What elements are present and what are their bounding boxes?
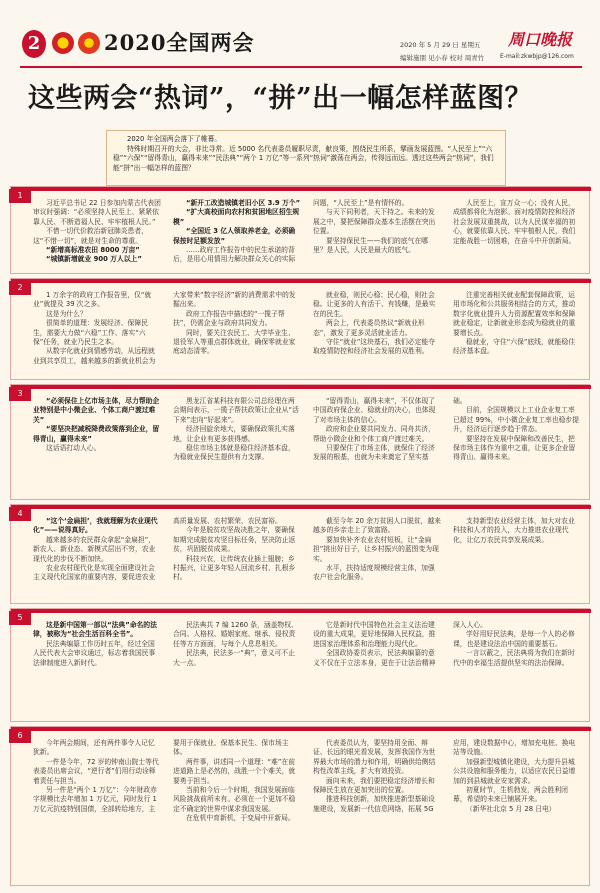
section-body — [33, 199, 581, 269]
main-headline: 这些两会“热词”，“拼”出一幅怎样蓝图？ — [28, 83, 533, 114]
staff-credits: 编辑施朋 见小春 校对 周青竹 — [400, 54, 485, 62]
paragraph: “新开工改造城镇老旧小区 3.9 万个” — [186, 199, 301, 207]
paragraph: 守住“就业”这块基石，我们必定能夺取疫情防控和经济社会发展的双胜利。 — [313, 338, 435, 356]
section-bar — [11, 385, 591, 389]
section-number: 5 — [9, 611, 31, 625]
section-3 — [10, 384, 590, 500]
section-5 — [10, 608, 590, 722]
paragraph: 只要保住了市场主体，就保住了经济发展的根基，也就为未来奠定了坚实基础。 — [313, 397, 467, 462]
section-number: 2 — [9, 281, 31, 295]
contact-email: E-mail:zkwbjp@126.com — [500, 53, 574, 60]
paragraph: 政府工作报告中描述的“一揽子帮扶”，仍需企业与政府共同发力。 — [173, 309, 285, 328]
paragraph: 与天下同利者，天下持之。未来的发展之中，要把保障群众基本生活摆在突出位置。 — [313, 208, 436, 236]
paragraph: 学好用好民法典，是每一个人的必修课，也是建设法治中国的重要基石。 — [453, 630, 575, 648]
paragraph: 民法典共 7 编 1260 条，涵盖物权、合同、人格权、婚姻家庭、继承、侵权责任等方方面面，与每个人息息相关。 — [173, 621, 298, 648]
paragraph: ……政府工作报告中的民生承诺的背后，是用心用情用力解决群众关心的实际问题，“人民至上”是有情怀的。 — [173, 199, 409, 264]
paragraph: 要加快补齐农业农村短板，让“金扁担”挑出好日子，让乡村振兴的蓝图变为现实。 — [313, 535, 439, 563]
section-4 — [10, 504, 590, 604]
paragraph: 今年两会期间，还有两件事令人记忆犹新。 — [33, 739, 155, 757]
paragraph: 截至今年 20 余万贫困人口脱贫，越来越多的乡亲走上了致富路。 — [313, 517, 441, 535]
paragraph: 这是为什么？ — [46, 309, 87, 318]
paragraph: 政府和企业要共同发力、同舟共济，帮助小微企业和个体工商户渡过难关。 — [313, 425, 435, 443]
intro-box — [106, 130, 506, 186]
section-number: 6 — [9, 729, 31, 743]
paragraph: 1 万余字的政府工作报告里，仅“就业”就提及 39 次之多。 — [33, 291, 152, 309]
paragraph: “这个‘金扁担’，我就理解为农业现代化”——说得真好。 — [33, 517, 158, 535]
paragraph: 民法典，民法多一“典”，意义可不止大一点。 — [173, 649, 295, 667]
section-body — [33, 291, 581, 375]
paragraph: 科技兴农，让传统农业插上翅膀；乡村振兴，让更多年轻人回流乡村、扎根乡村。 — [173, 554, 296, 582]
issue-date: 2020 年 5 月 29 日 星期五 — [400, 41, 481, 49]
section-number: 4 — [9, 507, 31, 521]
paragraph: 推进科技创新，加快推进新型基础设施建设，发展新一代信息网络，拓展 5G 应用，建设数据中心，增加充电桩、换电站等设施。 — [313, 739, 576, 813]
paragraph: 很简单的道理：发展经济、保障民生，需要大力做“六稳”工作、落实“六保”任务，就业乃民生之本。 — [33, 319, 148, 347]
masthead-divider — [20, 66, 582, 68]
paragraph: 它是新时代中国特色社会主义法治建设的重大成果，更好地保障人民权益，推进国家治理体系和治理能力现代化。 — [313, 621, 436, 648]
intro-body: 特殊时期召开的大会，非比寻常。近 5000 名代表委员履职尽责，献良策，围绕民生所系，擘画发展蓝图。“人民至上”“六稳”“六保”“留得青山，赢得未来”“民法典”“两个 1 万亿”等一系列“热词”激荡在两会，传得远而远。透过这些两会“热词”，我们能“拼”出一幅怎样的蓝图？ — [113, 144, 494, 172]
paragraph: 要坚持保民生——我们的底气在哪里？是人民，人民是最大的底气。 — [313, 236, 428, 255]
paragraph: 要坚持在发展中保障和改善民生，把保市场主体作为重中之重，让更多企业留得青山、赢得未来。 — [453, 434, 576, 462]
paragraph: “留得青山，赢得未来”，不仅体现了中国政府保企业、稳就业的决心，也体现了对市场主体的信心。 — [313, 397, 436, 424]
paragraph: 稳就业，守住“六保”底线，就能稳住经济基本盘。 — [453, 338, 575, 356]
paragraph: 不惜一切代价救治新冠肺炎患者，这“不惜一切”，就是对生命的尊重。 — [33, 227, 148, 245]
section-body — [33, 621, 581, 717]
paragraph: 越来越多的农民群众拿起“金扁担”，新农人、新业态、新模式层出不穷，农业现代化的步伐不断加快。 — [33, 535, 156, 563]
paragraph: 从数字化就业到情感劳动，从远程就业到共享员工，越来越多的新就业机会为大家带来“数字经济”新的消费需求中的发掘出来。 — [33, 291, 296, 365]
paragraph: 一言以蔽之，民法典将为我们在新时代中的幸福生活提供坚实的法治保障。 — [453, 649, 575, 667]
paragraph: 同时，要关注农民工、大学毕业生、退役军人等重点群体就业，确保零就业家庭动态清零。 — [173, 328, 296, 356]
section-number: 3 — [9, 387, 31, 401]
paragraph: 稳住市场主体就是稳住经济基本盘，为稳就业保民生提供有力支撑。 — [173, 444, 295, 462]
paragraph: “要坚决把减税降费政策落到企业，留得青山，赢得未来” — [33, 425, 160, 443]
paragraph: “全国近 3 亿人领取养老金，必须确保按时足额发放” — [173, 227, 296, 245]
section-title: 2020全国两会 — [104, 30, 255, 55]
section-bar — [11, 505, 591, 509]
paragraph: 在危机中育新机，于变局中开新局。 — [186, 814, 295, 823]
paragraph: 支持新型农业经营主体，加大对农业科技和人才的投入，大力推进农业现代化，让亿万农民共享发展成果。 — [453, 517, 575, 544]
paragraph: “扩大高校面向农村和贫困地区招生规模” — [173, 208, 300, 226]
paragraph: 两会上，代表委员热议“新就业形态”，激发了更多灵活就业活力。 — [313, 319, 425, 337]
section-bar — [11, 187, 591, 191]
paragraph: 代表委员认为，要坚持用全面、辩证、长远的眼光看发展，发挥我国作为世界最大市场的潜力和作用，明确供给侧结构性改革主线，扩大有效投资。 — [313, 739, 436, 776]
section-bar — [11, 727, 591, 731]
paragraph: 黑龙江省某科技有限公司总经理在两会期间表示，一揽子帮扶政策让企业从“活下来”走向“好起来”。 — [173, 397, 299, 424]
paragraph: 经济回旋余地大，要确保政策扎实落地，让企业有更多获得感。 — [173, 425, 295, 443]
paragraph: 两件事，讲述同一个道理：“难”在前进道路上是必然的，战胜一个个难关，就要勇于担当。 — [173, 757, 296, 785]
paragraph: 加强新型城镇化建设，大力提升县城公共设施和服务能力，以适应农民日益增加的到县城就业安家需求。 — [453, 757, 576, 785]
masthead — [0, 0, 600, 70]
paragraph: 一件是今年，72 岁的钟南山院士等代表委员出席会议，“逆行者”们用行动诠释着责任与担当。 — [33, 757, 159, 785]
paragraph: （新华社北京 5 月 28 日电） — [466, 804, 556, 813]
paragraph: 这话语打动人心。 — [46, 444, 101, 453]
section-body — [33, 517, 581, 599]
paragraph: 当前和今后一个时期，我国发展面临风险挑战前所未有。必须在一个更加不稳定不确定的世界中谋求我国发展。 — [173, 786, 296, 813]
cppcc-emblem-icon — [78, 32, 100, 54]
paragraph: 这是新中国第一部以“法典”命名的法律，被称为“社会生活百科全书”。 — [33, 621, 157, 639]
newspaper-logo: 周口晚报 — [508, 30, 573, 49]
section-number: 1 — [9, 189, 31, 203]
paragraph: 全国政协委员表示，民法典编纂的意义不仅在于立法本身，更在于让法治精神深入人心。 — [313, 621, 487, 667]
paragraph: “必须保住上亿市场主体，尽力帮助企业特别是中小微企业、个体工商户渡过难关” — [33, 397, 160, 424]
paragraph: 初夏时节，生机勃发，两会胜利闭幕，希望的未来已铺展开来。 — [453, 786, 568, 804]
section-body — [33, 397, 581, 495]
section-bar — [11, 609, 591, 613]
paragraph: 面向未来，我们要把稳定经济增长和保障民生放在更加突出的位置。 — [313, 776, 435, 795]
section-1 — [10, 186, 590, 274]
section-body — [33, 739, 581, 881]
page-number: 2 — [22, 30, 46, 58]
section-6 — [10, 726, 590, 886]
section-2 — [10, 278, 590, 380]
paragraph: “新增高标准农田 8000 万亩” — [46, 246, 140, 255]
paragraph: 农业农村现代化是实现全面建设社会主义现代化国家的重要内容，要促进农业高质量发展、农村繁荣、农民富裕。 — [33, 517, 282, 582]
paragraph: 目前，全国规模以上工业企业复工率已超过 99%，中小微企业复工率也稳步提升，经济运行逐步趋于常态。 — [453, 406, 580, 434]
paragraph: 注重完善相关就业配套保障政策，运用市场化和公共服务相结合的方式，推动数字化就业提升人力资源配置效率和保障就业稳定，让新就业形态成为稳就业的重要增长点。 — [453, 291, 576, 337]
intro-lead: 2020 年全国两会落下了帷幕。 — [127, 135, 222, 143]
paragraph: 习近平总书记 22 日参加内蒙古代表团审议时强调：“必须坚持人民至上、紧紧依靠人民、不断造福人民、牢牢植根人民。” — [33, 199, 161, 226]
paragraph: 水平，扶持适度规模经营主体，加强农户社会化服务。 — [313, 564, 435, 582]
paragraph: “城镇新增就业 900 万人以上” — [46, 255, 142, 264]
section-bar — [11, 279, 591, 283]
paragraph: 另一件是“两个 1 万亿”：今年财政赤字规模比去年增加 1 万亿元，同时发行 1 万亿元抗疫特别国债，全部转给地方，主要用于保就业、保基本民生、保市场主体。 — [33, 739, 289, 813]
paragraph: 民法典编纂工作历时五年，经过全国人民代表大会审议通过，标志着我国民事法律制度进入新时代。 — [33, 639, 156, 667]
paragraph: 今年是脱贫攻坚战决胜之年，要确保如期完成脱贫攻坚目标任务，坚决防止返贫，巩固脱贫成果。 — [173, 526, 296, 554]
paragraph: 人民至上，宣万众一心；没有人民，成绩都将化为泡影。面对疫情防控和经济社会发展双重挑战，以为人民谋幸福的初心，就要依靠人民、牢牢植根人民，我们定能战胜一切困难，在奋斗中开创新局。 — [453, 199, 576, 245]
national-emblem-icon — [52, 32, 74, 54]
paragraph: 就业稳，则民心稳；民心稳，则社会稳。让更多的人有活干、有钱赚，是最实在的民生。 — [313, 291, 436, 318]
